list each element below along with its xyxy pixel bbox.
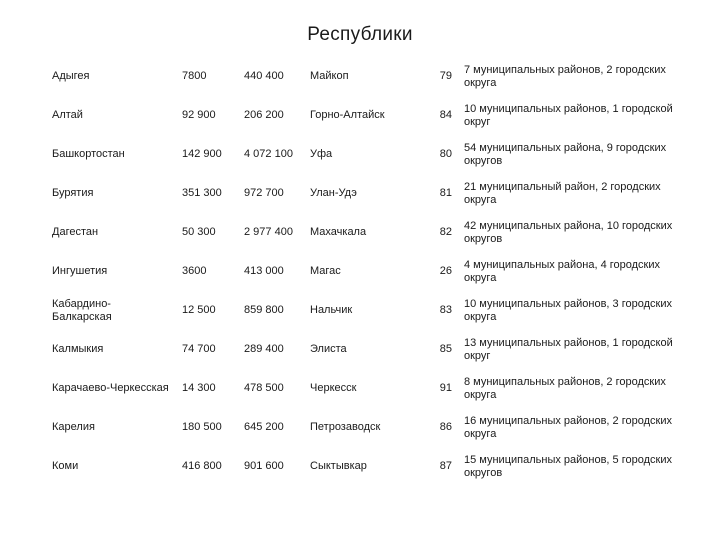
region-code: 26 bbox=[439, 265, 452, 277]
republic-name: Ингушетия bbox=[52, 265, 108, 277]
population-value: 206 200 bbox=[244, 109, 284, 121]
region-code: 86 bbox=[439, 421, 452, 433]
area-value: 7800 bbox=[182, 70, 207, 82]
capital-name: Сыктывкар bbox=[310, 460, 367, 472]
population-value: 901 600 bbox=[244, 460, 284, 472]
municipalities-text: 21 муниципальный район, 2 городских округа bbox=[464, 180, 661, 206]
area-value: 416 800 bbox=[182, 460, 222, 472]
area-value: 3600 bbox=[182, 265, 207, 277]
population-value: 413 000 bbox=[244, 265, 284, 277]
municipalities-text: 10 муниципальных районов, 3 городских округа bbox=[464, 297, 672, 323]
table-row bbox=[46, 174, 690, 213]
area-value: 92 900 bbox=[182, 109, 216, 121]
capital-name: Черкесск bbox=[310, 382, 357, 394]
table-row bbox=[46, 330, 690, 369]
capital-name: Уфа bbox=[310, 148, 333, 160]
municipalities-text: 10 муниципальных районов, 1 городской округ bbox=[464, 102, 673, 128]
table-row bbox=[46, 369, 690, 408]
region-code: 84 bbox=[439, 109, 452, 121]
republic-name: Калмыкия bbox=[52, 343, 104, 355]
table-row bbox=[46, 291, 690, 330]
municipalities-text: 42 муниципальных района, 10 городских округов bbox=[464, 219, 673, 245]
republic-name: Коми bbox=[52, 460, 79, 472]
municipalities-text: 8 муниципальных районов, 2 городских округа bbox=[464, 375, 666, 401]
region-code: 81 bbox=[439, 187, 452, 199]
area-value: 180 500 bbox=[182, 421, 222, 433]
republic-name: Алтай bbox=[52, 109, 83, 121]
table-row bbox=[46, 447, 690, 486]
municipalities-text: 16 муниципальных районов, 2 городских округа bbox=[464, 414, 672, 440]
capital-name: Нальчик bbox=[310, 304, 353, 316]
capital-name: Элиста bbox=[310, 343, 347, 355]
table-row bbox=[46, 57, 690, 96]
table-row bbox=[46, 213, 690, 252]
republic-name: Карачаево-Черкесская bbox=[52, 382, 169, 394]
area-value: 50 300 bbox=[182, 226, 216, 238]
municipalities-text: 7 муниципальных районов, 2 городских округа bbox=[464, 63, 666, 89]
population-value: 645 200 bbox=[244, 421, 284, 433]
republic-name: Адыгея bbox=[52, 70, 90, 82]
capital-name: Махачкала bbox=[310, 226, 367, 238]
region-code: 79 bbox=[439, 70, 452, 82]
population-value: 440 400 bbox=[244, 70, 284, 82]
region-code: 83 bbox=[439, 304, 452, 316]
capital-name: Петрозаводск bbox=[310, 421, 381, 433]
republic-name: Кабардино-Балкарская bbox=[52, 297, 112, 323]
republics-table bbox=[46, 57, 690, 486]
population-value: 972 700 bbox=[244, 187, 284, 199]
capital-name: Горно-Алтайск bbox=[310, 109, 385, 121]
table-row bbox=[46, 252, 690, 291]
population-value: 289 400 bbox=[244, 343, 284, 355]
population-value: 2 977 400 bbox=[244, 226, 293, 238]
capital-name: Улан-Удэ bbox=[310, 187, 357, 199]
capital-name: Майкоп bbox=[310, 70, 349, 82]
area-value: 142 900 bbox=[182, 148, 222, 160]
region-code: 80 bbox=[439, 148, 452, 160]
republic-name: Дагестан bbox=[52, 226, 99, 238]
region-code: 87 bbox=[439, 460, 452, 472]
area-value: 14 300 bbox=[182, 382, 216, 394]
capital-name: Магас bbox=[310, 265, 341, 277]
table-row bbox=[46, 96, 690, 135]
table-row bbox=[46, 135, 690, 174]
population-value: 4 072 100 bbox=[244, 148, 293, 160]
municipalities-text: 54 муниципальных района, 9 городских округов bbox=[464, 141, 667, 167]
region-code: 85 bbox=[439, 343, 452, 355]
area-value: 74 700 bbox=[182, 343, 216, 355]
region-code: 82 bbox=[439, 226, 452, 238]
table-row bbox=[46, 408, 690, 447]
republic-name: Башкортостан bbox=[52, 148, 125, 160]
municipalities-text: 15 муниципальных районов, 5 городских округов bbox=[464, 453, 672, 479]
area-value: 12 500 bbox=[182, 304, 216, 316]
slide-title: Республики bbox=[307, 24, 413, 45]
municipalities-text: 4 муниципальных района, 4 городских округа bbox=[464, 258, 661, 284]
republic-name: Бурятия bbox=[52, 187, 94, 199]
republic-name: Карелия bbox=[52, 421, 95, 433]
population-value: 859 800 bbox=[244, 304, 284, 316]
region-code: 91 bbox=[439, 382, 452, 394]
area-value: 351 300 bbox=[182, 187, 222, 199]
municipalities-text: 13 муниципальных районов, 1 городской округ bbox=[464, 336, 673, 362]
population-value: 478 500 bbox=[244, 382, 284, 394]
